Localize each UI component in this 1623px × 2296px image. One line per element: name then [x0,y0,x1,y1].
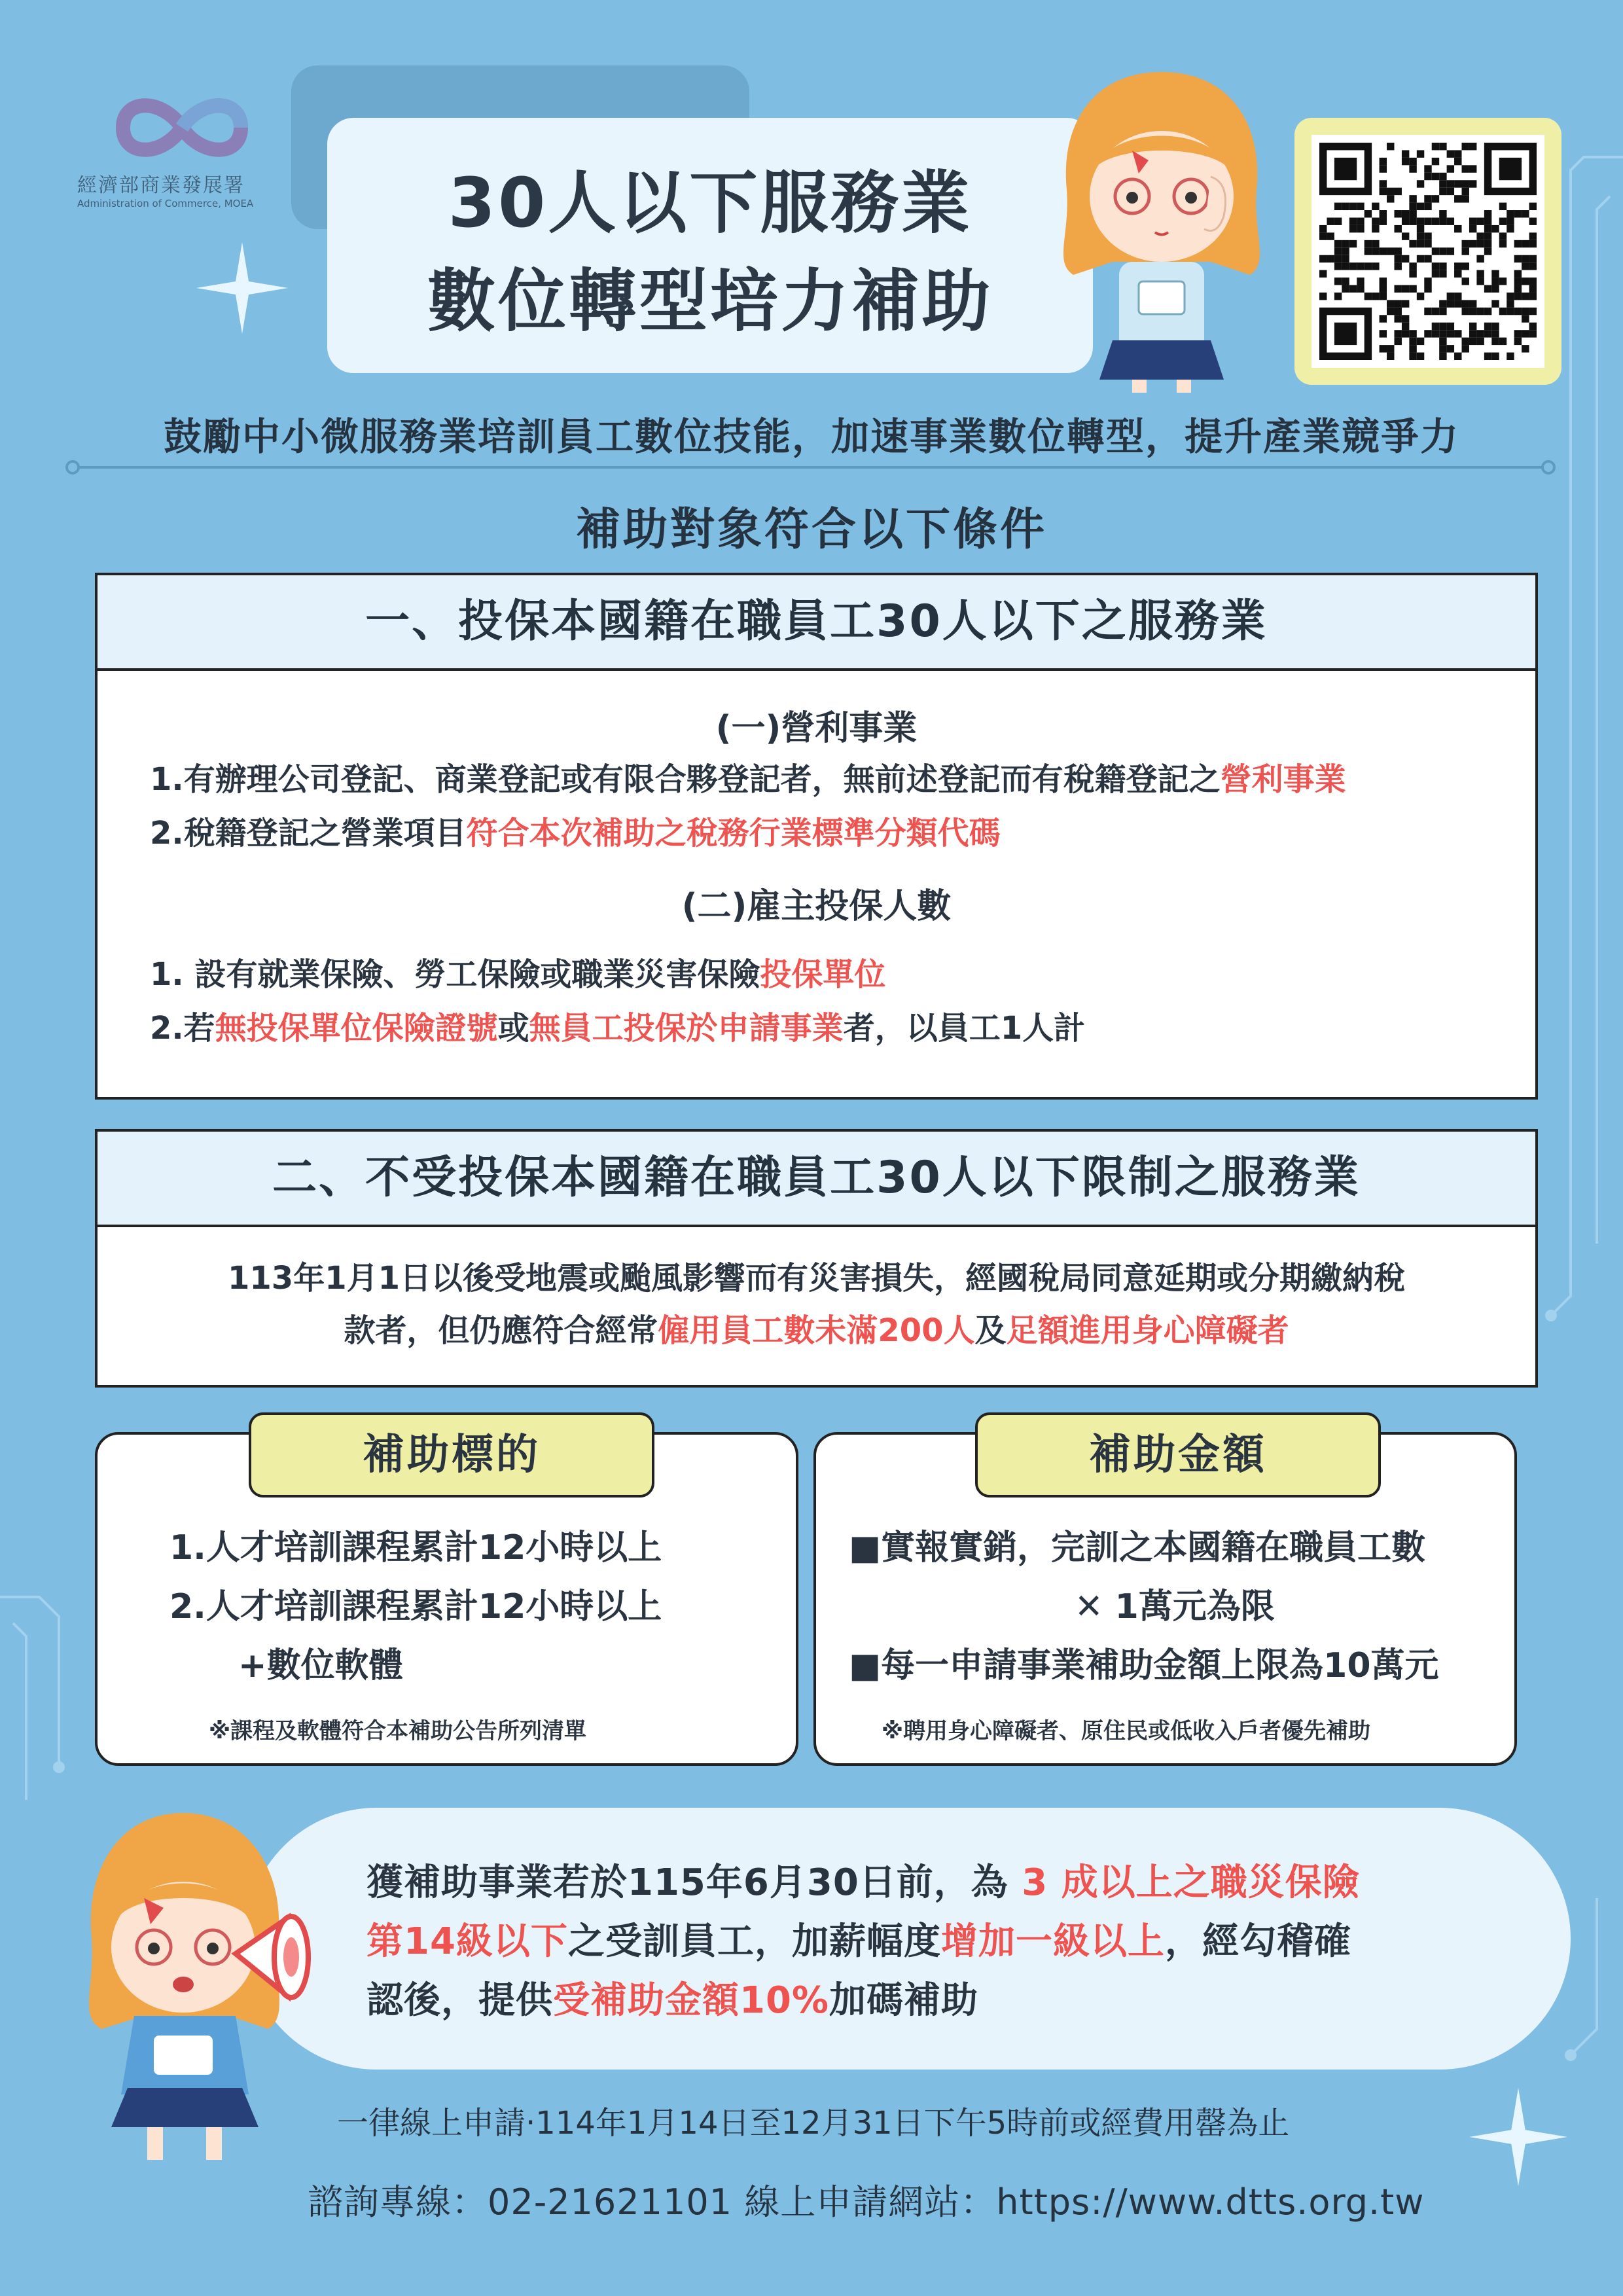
qr-code-icon [1319,143,1537,360]
item-text: 2.若 [150,1010,215,1047]
amount-note: ※聘用身心障礙者、原住民或低收入戶者優先補助 [882,1718,1371,1744]
para-highlight: 足額進用身心障礙者 [1006,1312,1289,1349]
promo-text: 獲補助事業若於115年6月30日前，為 [366,1861,1008,1904]
promo-text: 之受訓員工，加薪幅度 [567,1920,941,1963]
section1-part1-title: (一)營利事業 [715,709,918,748]
target-line-1: 1.人才培訓課程累計12小時以上 [169,1528,662,1568]
moea-logo [77,92,293,209]
infinity-logo-icon [110,92,254,164]
item-highlight: 無員工投保於申請事業 [529,1010,844,1047]
amount-line-1: ■實報實銷，完訓之本國籍在職員工數 [849,1528,1426,1568]
target-line-2: 2.人才培訓課程累計12小時以上 [169,1587,662,1626]
sparkle-icon [196,242,288,334]
subsidy-target-tag: 補助標的 [249,1412,654,1498]
section1-item2 [98,808,1535,878]
item-text: 2.稅籍登記之營業項目 [150,815,467,852]
org-name-zh: 經濟部商業發展署 [77,174,245,197]
para-text: 及 [974,1312,1007,1349]
para-highlight: 僱用員工數未滿200人 [658,1312,975,1349]
item-text: 1. 設有就業保險、勞工保險或職業災害保險 [150,956,760,993]
section2-line1: 113年1月1日以後受地震或颱風影響而有災害損失，經國稅局同意延期或分期繳納稅 [228,1260,1405,1297]
section2-body [95,1227,1538,1388]
promo-text: ，經勾稽確 [1164,1920,1351,1963]
para-text: 款者，但仍應符合經常 [344,1312,658,1349]
section1-item4 [98,1003,1535,1056]
section1-part2-title: (二)雇主投保人數 [681,887,952,926]
bonus-promo-bubble [245,1808,1571,2070]
divider-dot [65,460,80,475]
promo-text: 加碼補助 [829,1979,979,2022]
mascot-girl-megaphone-illustration [72,1800,360,2166]
org-name-en: Administration of Commerce, MOEA [77,198,254,209]
promo-line-1 [366,1854,1360,1906]
divider-dot [1541,460,1556,475]
title-line-2: 數位轉型培力補助 [427,261,993,341]
slogan: 鼓勵中小微服務業培訓員工數位技能，加速事業數位轉型，提升產業競爭力 [163,414,1459,459]
section2-line2 [98,1304,1535,1357]
item-text: 1.有辦理公司登記、商業登記或有限合夥登記者，無前述登記而有稅籍登記之 [150,761,1221,798]
contact-info[interactable]: 諮詢專線：02-21621101 線上申請網站：https://www.dtts.org.tw [308,2181,1425,2223]
title-line-1: 30人以下服務業 [448,163,972,243]
promo-line-3 [366,1971,978,2024]
section2-heading: 二、不受投保本國籍在職員工30人以下限制之服務業 [95,1129,1538,1227]
promo-highlight: 3 成以上之職災保險 [1008,1861,1360,1904]
apply-period: 一律線上申請‧114年1月14日至12月31日下午5時前或經費用罄為止 [337,2105,1290,2142]
promo-text: 認後，提供 [366,1979,553,2022]
promo-line-2 [366,1912,1351,1965]
target-line-3: +數位軟體 [238,1646,403,1685]
subsidy-amount-tag: 補助金額 [975,1412,1381,1498]
section1-item3 [98,949,1535,1003]
slogan-divider [71,466,1550,469]
section1-body [95,671,1538,1100]
qr-code[interactable] [1311,135,1544,368]
item-highlight: 投保單位 [760,956,886,993]
amount-line-2: ✕ 1萬元為限 [1075,1587,1275,1626]
section1-heading: 一、投保本國籍在職員工30人以下之服務業 [95,573,1538,671]
promo-highlight: 增加一級以上 [940,1920,1165,1963]
item-highlight: 營利事業 [1220,761,1346,798]
criteria-heading: 補助對象符合以下條件 [575,504,1047,556]
promo-highlight: 受補助金額10% [553,1979,830,2022]
item-highlight: 無投保單位保險證號 [215,1010,498,1047]
title-box [327,118,1093,373]
item-text: 或 [497,1010,529,1047]
mascot-girl-thinking-illustration [1034,65,1289,393]
sparkle-icon [1469,2088,1567,2186]
promo-highlight: 第14級以下 [366,1920,568,1963]
item-highlight: 符合本次補助之稅務行業標準分類代碼 [466,815,1001,852]
qr-code-frame [1294,118,1561,385]
item-text: 者，以員工1人計 [843,1010,1086,1047]
section1-item1 [98,754,1535,808]
amount-line-3: ■每一申請事業補助金額上限為10萬元 [849,1646,1439,1685]
target-note: ※課程及軟體符合本補助公告所列清單 [209,1718,587,1744]
